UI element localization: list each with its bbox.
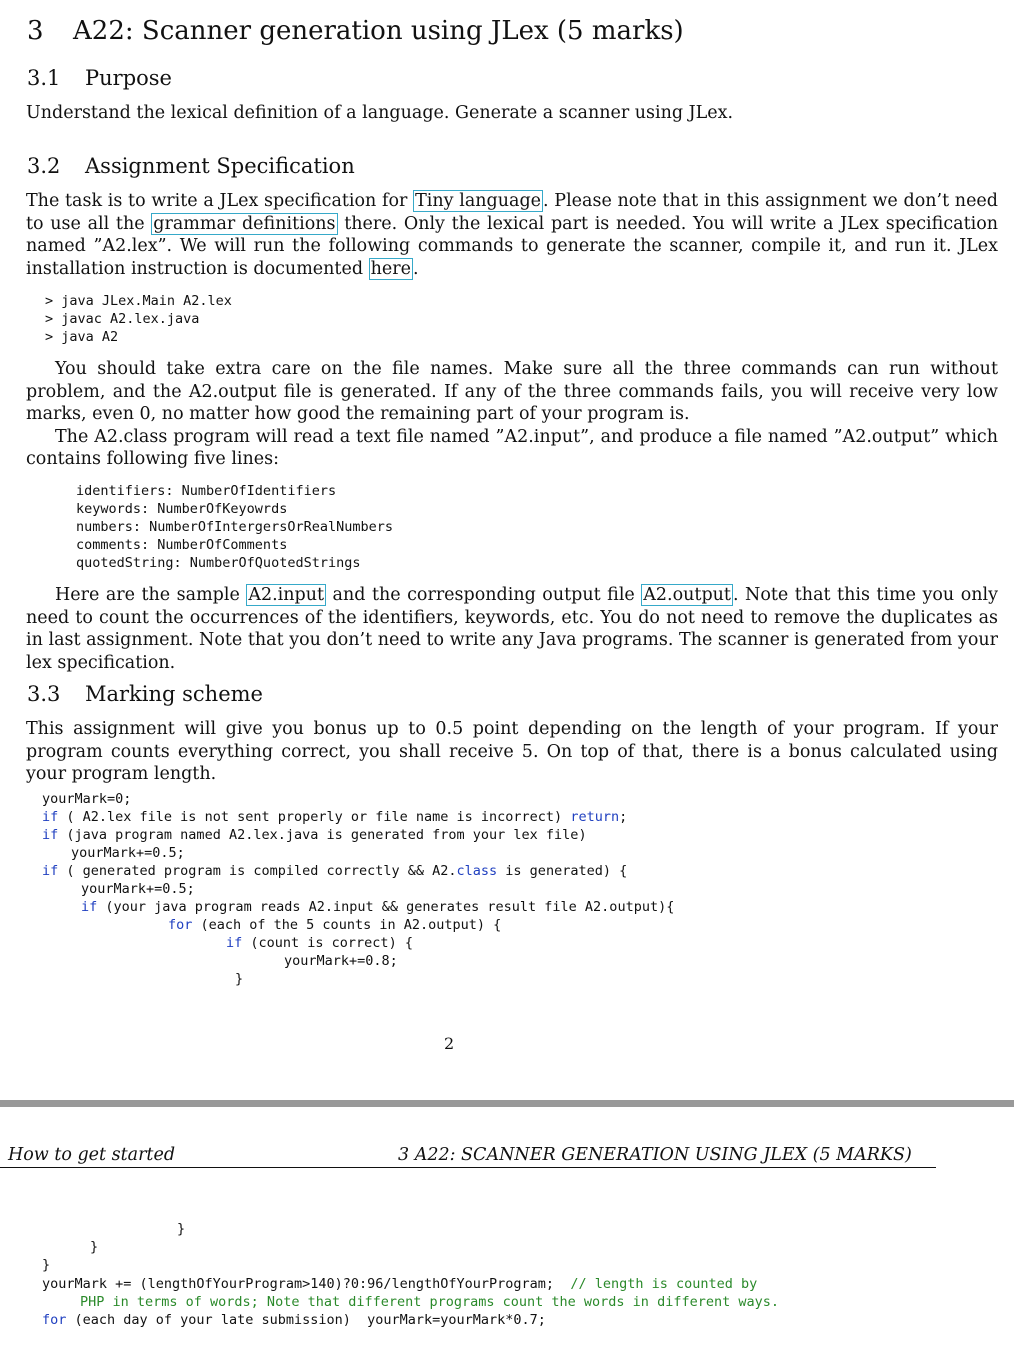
code-line — [42, 826, 587, 844]
code-line — [42, 808, 627, 826]
code-line — [42, 1275, 757, 1293]
spec-text: You should take extra care on the file names. Make sure all the three commands can run without problem, and the A2.output file is generated. If any of the three commands fails, you will receive very low marks, even 0, no matter how good the remaining part of your program is. — [26, 359, 998, 424]
keyword: class — [456, 863, 498, 879]
code-line: yourMark+=0.5; — [81, 881, 195, 897]
spec-text: . Note that this time you only need to count the occurrences of the identifiers, keywords, etc. You do not need to remove the duplicates as in last assignment. Note that you don’t need to write any Java programs. The scanner is generated from your lex specification. — [26, 585, 998, 673]
code-text: yourMark += (lengthOfYourProgram>140)?0:96/lengthOfYourProgram; — [42, 1276, 555, 1292]
subsection-number-purpose: 3.1 — [27, 66, 61, 90]
code-line — [42, 1311, 546, 1329]
command-line: > java JLex.Main A2.lex — [45, 293, 232, 309]
spec-text: The A2.class program will read a text file named ”A2.input”, and produce a file named ”A2.output” which contains following five lines: — [26, 426, 998, 469]
output-line: comments: NumberOfComments — [76, 537, 288, 553]
code-line: yourMark=0; — [42, 791, 132, 807]
code-text: (each day of your late submission) yourMark=yourMark*0.7; — [66, 1312, 546, 1328]
code-text: (count is correct) { — [242, 935, 413, 951]
code-text: ( A2.lex file is not sent properly or file name is incorrect) — [58, 809, 571, 825]
header-rule — [0, 1167, 936, 1168]
code-line: yourMark+=0.8; — [284, 953, 398, 969]
spec-paragraph-3 — [26, 584, 998, 674]
output-line: identifiers: NumberOfIdentifiers — [76, 483, 337, 499]
spec-paragraph-1 — [26, 190, 998, 280]
code-text: (your java program reads A2.input && generates result file A2.output){ — [97, 899, 675, 915]
page-number: 2 — [444, 1034, 455, 1053]
section-title: A22: Scanner generation using JLex (5 marks) — [73, 16, 684, 46]
spec-text: The task is to write a JLex specification for — [26, 191, 414, 211]
subsection-title-spec: Assignment Specification — [85, 154, 355, 178]
spec-paragraph-2 — [26, 358, 998, 471]
a2-output-link[interactable]: A2.output — [643, 585, 731, 605]
running-header-right: 3 A22: SCANNER GENERATION USING JLEX (5 MARKS) — [398, 1145, 912, 1165]
code-line: } — [90, 1239, 99, 1255]
keyword: if — [42, 809, 59, 825]
purpose-paragraph — [26, 102, 998, 125]
code-line — [168, 916, 501, 934]
code-text: (java program named A2.lex.java is generated from your lex file) — [58, 827, 587, 843]
spec-text: and the corresponding output file — [326, 585, 642, 605]
output-line: numbers: NumberOfIntergersOrRealNumbers — [76, 519, 393, 535]
code-line — [42, 862, 627, 880]
output-line: keywords: NumberOfKeyowrds — [76, 501, 288, 517]
keyword: return — [570, 809, 620, 825]
page-divider — [0, 1100, 1014, 1107]
here-link[interactable]: here — [370, 258, 411, 279]
keyword: if — [81, 899, 98, 915]
spec-text: . Please note that in this assignment we don’t need to use all the — [26, 191, 998, 234]
code-line: } — [42, 1257, 51, 1273]
code-line: yourMark+=0.5; — [71, 845, 185, 861]
code-text: ; — [619, 809, 628, 825]
code-text: is generated) { — [497, 863, 628, 879]
spec-text: there. Only the lexical part is needed. You will write a JLex specification named ”A2.lex”. We will run the following commands to generate the scanner, compile it, and run it. JLex installation instruction is documented — [26, 213, 998, 279]
marking-paragraph — [26, 718, 998, 786]
code-line: } — [235, 971, 244, 987]
code-line — [226, 934, 413, 952]
spec-text: . — [412, 258, 419, 279]
command-line: > javac A2.lex.java — [45, 311, 200, 327]
marking-text: This assignment will give you bonus up to 0.5 point depending on the length of your program. If your program counts everything correct, you shall receive 5. On top of that, there is a bonus calculated using your program length. — [26, 719, 998, 784]
running-header-left: How to get started — [8, 1145, 176, 1165]
a2-input-link[interactable]: A2.input — [248, 585, 325, 605]
code-text: (each of the 5 counts in A2.output) { — [192, 917, 502, 933]
subsection-number-marking: 3.3 — [27, 682, 61, 706]
keyword: if — [226, 935, 243, 951]
output-line: quotedString: NumberOfQuotedStrings — [76, 555, 361, 571]
code-text: ( generated program is compiled correctly && A2. — [58, 863, 457, 879]
code-comment: // length is counted by — [570, 1276, 758, 1292]
keyword: if — [42, 827, 59, 843]
code-line — [81, 898, 674, 916]
spec-text: Here are the sample — [55, 585, 247, 605]
keyword: for — [168, 917, 193, 933]
grammar-definitions-link[interactable]: grammar definitions — [153, 213, 336, 234]
code-line: } — [177, 1221, 186, 1237]
command-line: > java A2 — [45, 329, 119, 345]
tiny-language-link[interactable]: Tiny language — [415, 191, 542, 211]
purpose-text: Understand the lexical definition of a language. Generate a scanner using JLex. — [26, 103, 734, 123]
subsection-number-spec: 3.2 — [27, 154, 61, 178]
code-comment: PHP in terms of words; Note that different programs count the words in different ways. — [80, 1294, 779, 1310]
subsection-title-marking: Marking scheme — [85, 682, 263, 706]
section-number: 3 — [27, 16, 44, 46]
keyword: if — [42, 863, 59, 879]
keyword: for — [42, 1312, 67, 1328]
subsection-title-purpose: Purpose — [85, 66, 172, 90]
